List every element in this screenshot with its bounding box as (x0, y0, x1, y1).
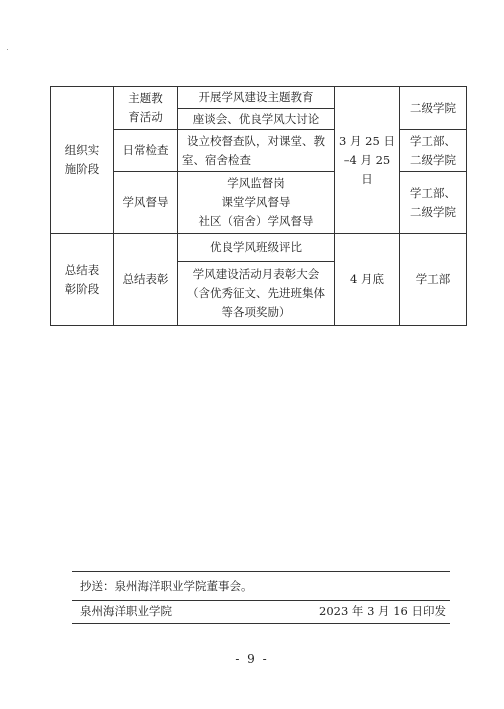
dept-cell: 二级学院 (400, 87, 467, 130)
issuer-name: 泉州海洋职业学院 (80, 604, 172, 618)
stage-label-line: 施阶段 (64, 162, 100, 176)
content-line: 等各项奖励） (221, 305, 291, 319)
stage-label-line: 组织实 (64, 143, 100, 157)
issue-date: 2023 年 3 月 16 日印发 (319, 604, 446, 618)
content-cell (178, 130, 335, 172)
scan-dot (7, 49, 8, 50)
content-line: 学风建设活动月表彰大会 (192, 267, 320, 281)
time-line: –4 月 25 日 (343, 152, 391, 186)
page-number: - 9 - (235, 652, 269, 666)
dept-cell: 学工部 (400, 234, 467, 326)
content-line: （含优秀征文、先进班集体 (187, 286, 325, 300)
stage-label-cell (51, 87, 114, 234)
dept-line: 二级学院 (410, 204, 456, 219)
time-cell: 4 月底 (335, 234, 400, 326)
stage-label-cell (51, 234, 114, 326)
dept-line: 学工部、 (410, 133, 456, 148)
issuer-line (72, 599, 450, 624)
category-line: 育活动 (128, 110, 163, 124)
content-line: 设立校督查队，对课堂、教 (187, 133, 325, 148)
stage-label-line: 总结表 (64, 262, 100, 277)
stage-label-line: 彰阶段 (64, 281, 100, 296)
time-cell (335, 87, 400, 234)
content-line: 课堂学风督导 (221, 195, 291, 209)
content-line: 座谈会、优良学风大讨论 (192, 112, 320, 126)
cc-text: 抄送：泉州海洋职业学院董事会。 (80, 579, 253, 593)
category-cell: 日常检查 (114, 130, 178, 172)
dept-cell (400, 130, 467, 172)
time-line: 3 月 25 日 (339, 133, 395, 148)
content-line: 开展学风建设主题教育 (178, 87, 334, 109)
category-cell: 总结表彰 (114, 234, 178, 326)
dept-line: 二级学院 (410, 152, 456, 167)
content-cell (178, 87, 335, 130)
category-cell (114, 87, 178, 130)
content-line: 社区（宿舍）学风督导 (198, 214, 314, 228)
content-line: 室、宿舍检查 (182, 152, 251, 167)
table-row (51, 234, 467, 262)
table-row (51, 87, 467, 130)
activity-schedule-table (50, 86, 467, 326)
category-cell: 学风督导 (114, 172, 178, 234)
content-line: 学风监督岗 (227, 176, 285, 190)
content-cell: 优良学风班级评比 (178, 234, 335, 262)
table-row (51, 130, 467, 172)
category-line: 主题教 (128, 91, 163, 105)
cc-line (72, 571, 450, 601)
content-cell (178, 262, 335, 326)
dept-cell (400, 172, 467, 234)
content-cell (178, 172, 335, 234)
dept-line: 学工部、 (410, 185, 456, 200)
table-row (51, 172, 467, 234)
